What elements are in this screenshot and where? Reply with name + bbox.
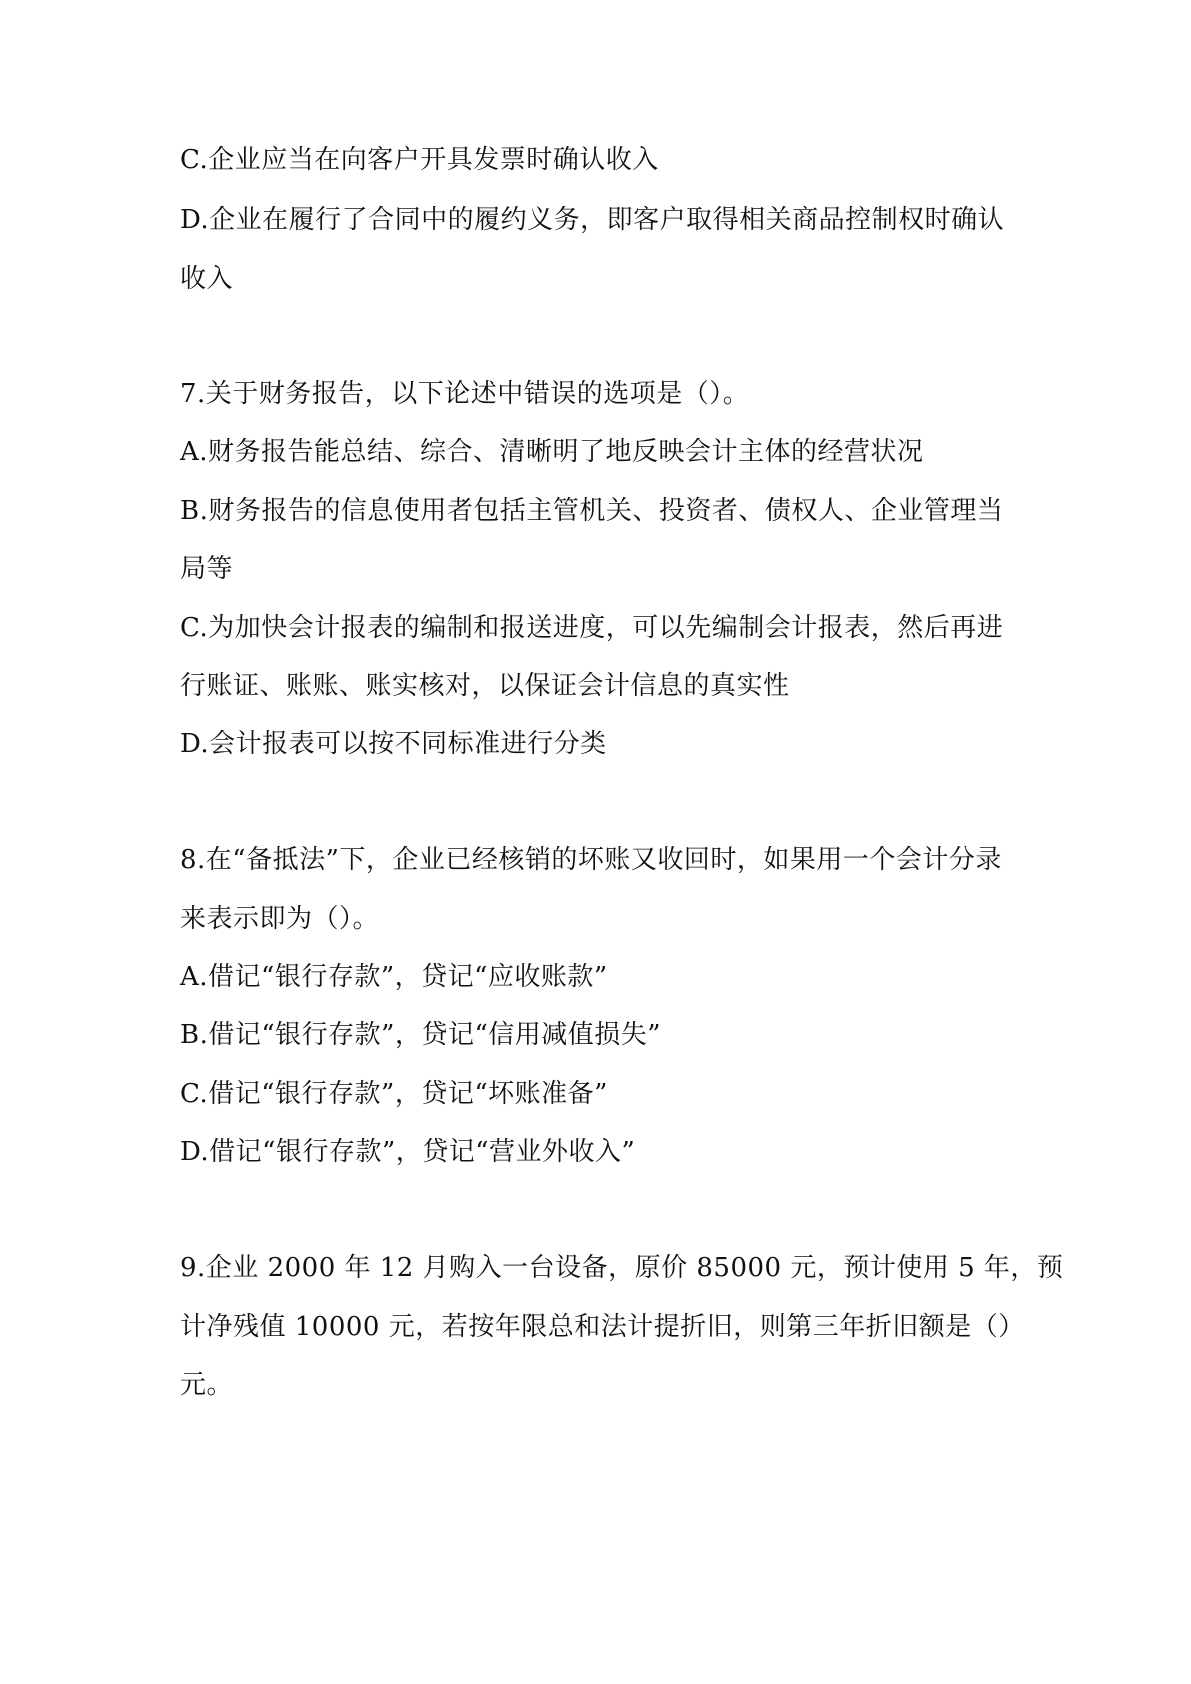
q7-option-a: A.财务报告能总结、综合、清晰明了地反映会计主体的经营状况 (180, 437, 924, 467)
q8-option-b: B.借记“银行存款”，贷记“信用减值损失” (180, 1020, 662, 1050)
q6-option-c: C.企业应当在向客户开具发票时确认收入 (180, 145, 659, 175)
q8-option-c: C.借记“银行存款”，贷记“坏账准备” (180, 1079, 608, 1109)
q8-stem-line1: 8.在“备抵法”下，企业已经核销的坏账又收回时，如果用一个会计分录 (180, 845, 1002, 875)
q8-option-d: D.借记“银行存款”，贷记“营业外收入” (180, 1137, 636, 1167)
q6-option-d-line2: 收入 (180, 264, 234, 294)
q7-option-c-line1: C.为加快会计报表的编制和报送进度，可以先编制会计报表，然后再进 (180, 613, 1004, 643)
q7-stem: 7.关于财务报告，以下论述中错误的选项是（）。 (180, 379, 750, 409)
q9-stem-line2: 计净残值 10000 元，若按年限总和法计提折旧，则第三年折旧额是（） (180, 1312, 1025, 1342)
q9-stem-line1: 9.企业 2000 年 12 月购入一台设备，原价 85000 元，预计使用 5 年，预 (180, 1253, 1064, 1283)
q7-option-d: D.会计报表可以按不同标准进行分类 (180, 729, 607, 759)
q7-option-c-line2: 行账证、账账、账实核对，以保证会计信息的真实性 (180, 671, 790, 701)
q8-option-a: A.借记“银行存款”，贷记“应收账款” (180, 962, 608, 992)
q9-stem-line3: 元。 (180, 1370, 234, 1400)
q6-option-d-line1: D.企业在履行了合同中的履约义务，即客户取得相关商品控制权时确认 (180, 205, 1005, 235)
q8-stem-line2: 来表示即为（）。 (180, 904, 380, 934)
q7-option-b-line1: B.财务报告的信息使用者包括主管机关、投资者、债权人、企业管理当 (180, 496, 1004, 526)
q7-option-b-line2: 局等 (180, 554, 234, 584)
